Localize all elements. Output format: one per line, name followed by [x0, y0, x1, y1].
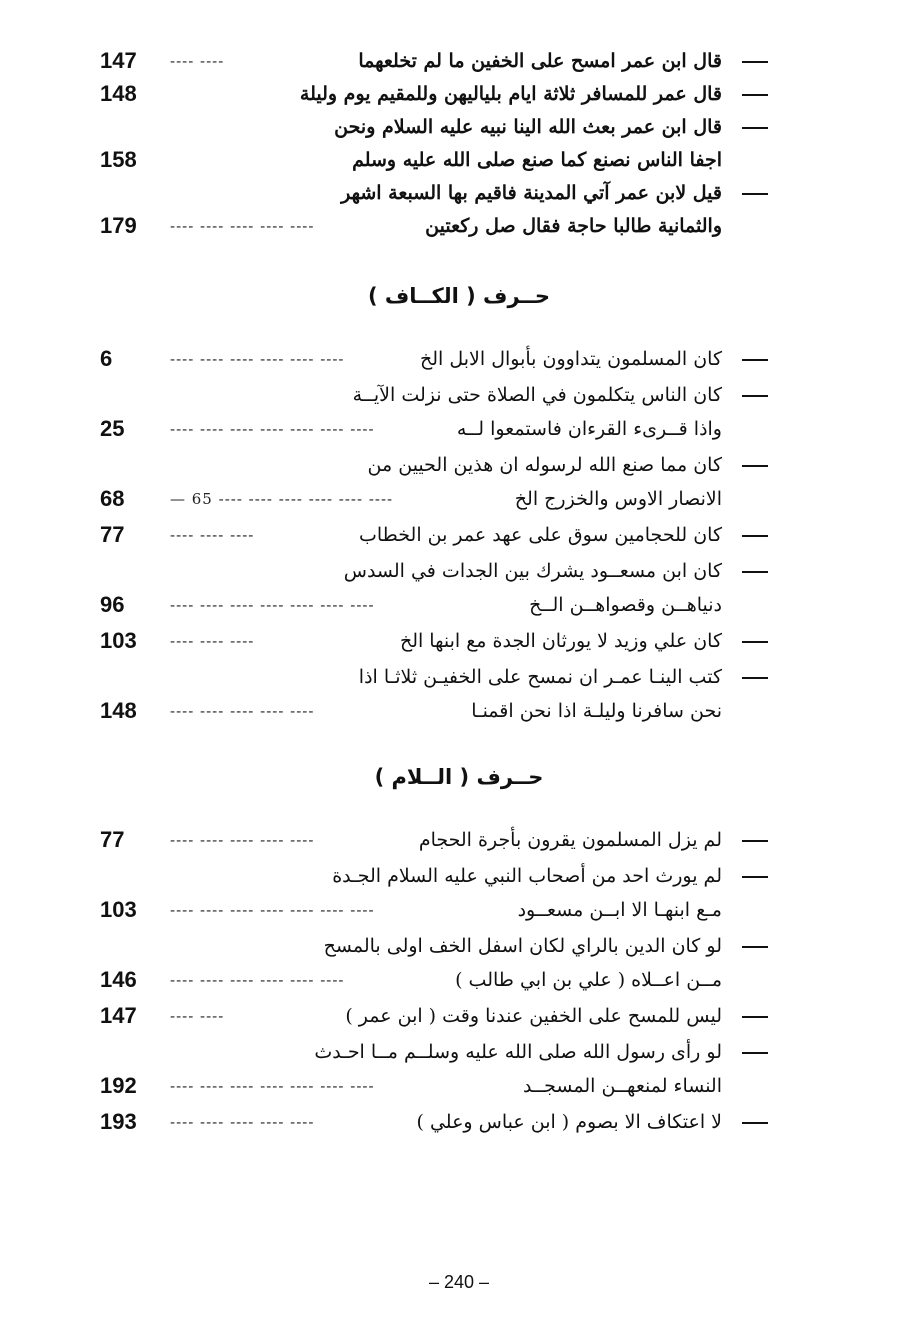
section-heading-lam: حــرف ( الــلام ) — [374, 765, 544, 789]
entry-text: كان المسلمون يتداوون بأبوال الابل الخ — [420, 348, 722, 370]
entry-text: النساء لمنعهــن المسجــد — [523, 1075, 722, 1097]
index-entry — [100, 624, 780, 658]
entry-text: لو كان الدين بالراي لكان اسفل الخف اولى بالمسح — [323, 935, 722, 957]
leader-dots: ---- ---- — [170, 1007, 225, 1025]
entry-line — [100, 176, 780, 209]
index-entry — [100, 660, 780, 728]
entry-text: قال ابن عمر امسح على الخفين ما لم تخلعهما — [358, 50, 722, 72]
entry-text: كان للحجامين سوق على عهد عمر بن الخطاب — [359, 524, 722, 546]
entry-text: اجفا الناس نصنع كما صنع صلى الله عليه وسلم — [352, 149, 722, 171]
entry-line — [100, 110, 780, 143]
entry-line — [100, 554, 780, 588]
leader-dots: ---- ---- ---- ---- ---- ---- ---- — [170, 901, 375, 919]
entry-text: كتب الينـا عمـر ان نمسح على الخفيـن ثلاثـا اذا — [358, 666, 722, 688]
index-entry — [100, 448, 780, 516]
entry-dash-marker — [742, 876, 768, 878]
index-entry — [100, 342, 780, 376]
entry-dash-marker — [742, 127, 768, 129]
leader-dots: ---- ---- — [170, 52, 225, 70]
page-reference: 77 — [100, 522, 125, 547]
leader-dots: — 65 ---- ---- ---- ---- ---- ---- — [170, 490, 394, 508]
section-heading-kaf: حــرف ( الكــاف ) — [367, 284, 550, 308]
index-entry — [100, 44, 780, 77]
entry-text: قال ابن عمر بعث الله الينا نبيه عليه السلام ونحن — [334, 116, 722, 138]
entry-line — [100, 859, 780, 893]
entry-line — [100, 342, 780, 376]
entry-line — [100, 624, 780, 658]
entry-line — [100, 448, 780, 482]
index-entry — [100, 554, 780, 622]
entry-dash-marker — [742, 1016, 768, 1018]
entry-dash-marker — [742, 193, 768, 195]
leader-dots: ---- ---- ---- ---- ---- ---- ---- — [170, 420, 375, 438]
page-reference: 179 — [100, 213, 137, 238]
entry-text: الانصار الاوس والخزرج الخ — [514, 488, 722, 510]
entry-text: لم يورث احد من أصحاب النبي عليه السلام الجـدة — [332, 865, 722, 887]
page-reference: 192 — [100, 1073, 137, 1098]
index-entry — [100, 1035, 780, 1103]
entry-line — [100, 209, 780, 242]
index-entry — [100, 378, 780, 446]
entry-dash-marker — [742, 395, 768, 397]
entry-line — [100, 588, 780, 622]
index-entry — [100, 110, 780, 176]
entry-text: كان علي وزيد لا يورثان الجدة مع ابنها الخ — [399, 630, 722, 652]
page-reference: 6 — [100, 346, 113, 371]
entry-line — [100, 1105, 780, 1139]
entry-line — [100, 44, 780, 77]
entry-text: دنياهــن وقصواهــن الــخ — [529, 594, 722, 616]
leader-dots: ---- ---- ---- ---- ---- ---- — [170, 350, 345, 368]
entry-text: واذا قــرىء القرءان فاستمعوا لــه — [456, 418, 722, 440]
entry-line — [100, 963, 780, 997]
entry-dash-marker — [742, 677, 768, 679]
index-entry — [100, 176, 780, 242]
entry-dash-marker — [742, 535, 768, 537]
index-entry — [100, 999, 780, 1033]
page-reference: 158 — [100, 147, 137, 172]
page-reference: 77 — [100, 827, 125, 852]
entry-text: مـع ابنهـا الا ابــن مسعــود — [517, 899, 722, 921]
entry-text: ليس للمسح على الخفين عندنا وقت ( ابن عمر ) — [345, 1005, 722, 1027]
entry-text: قال عمر للمسافر ثلاثة ايام بلياليهن وللمقيم يوم وليلة — [299, 83, 722, 105]
entry-line — [100, 660, 780, 694]
index-entry — [100, 859, 780, 927]
entry-dash-marker — [742, 94, 768, 96]
entry-line — [100, 518, 780, 552]
entry-line — [100, 1035, 780, 1069]
page-reference: 193 — [100, 1109, 137, 1134]
entry-dash-marker — [742, 571, 768, 573]
entry-text: لو رأى رسول الله صلى الله عليه وسلــم مــا احـدث — [314, 1041, 722, 1063]
page-number: – 240 – — [428, 1272, 490, 1292]
entry-line — [100, 143, 780, 176]
page-reference: 103 — [100, 897, 137, 922]
page-reference: 147 — [100, 1003, 137, 1028]
entry-dash-marker — [742, 1052, 768, 1054]
entry-line — [100, 929, 780, 963]
page-reference: 147 — [100, 48, 137, 73]
entry-dash-marker — [742, 840, 768, 842]
entry-dash-marker — [742, 359, 768, 361]
entry-text: مــن اعــلاه ( علي بن ابي طالب ) — [455, 969, 722, 991]
entry-dash-marker — [742, 61, 768, 63]
entry-line — [100, 893, 780, 927]
entry-text: لا اعتكاف الا بصوم ( ابن عباس وعلي ) — [416, 1111, 722, 1133]
entry-text: كان ابن مسعــود يشرك بين الجدات في السدس — [343, 560, 722, 582]
entry-line — [100, 999, 780, 1033]
leader-dots: ---- ---- ---- ---- ---- — [170, 831, 315, 849]
page-reference: 96 — [100, 592, 125, 617]
index-entry — [100, 77, 780, 110]
entry-text: كان مما صنع الله لرسوله ان هذين الحيين من — [367, 454, 722, 476]
index-entry — [100, 518, 780, 552]
leader-dots: ---- ---- ---- ---- ---- — [170, 1113, 315, 1131]
entry-line — [100, 378, 780, 412]
entry-text: والثمانية طالبا حاجة فقال صل ركعتين — [425, 215, 722, 237]
leader-dots: ---- ---- ---- ---- ---- — [170, 217, 315, 235]
leader-dots: ---- ---- ---- ---- ---- ---- — [170, 971, 345, 989]
entry-line — [100, 77, 780, 110]
leader-dots: ---- ---- ---- — [170, 632, 255, 650]
page-reference: 103 — [100, 628, 137, 653]
leader-dots: ---- ---- ---- ---- ---- — [170, 702, 315, 720]
entry-line — [100, 1069, 780, 1103]
index-entry — [100, 823, 780, 857]
leader-dots: ---- ---- ---- ---- ---- ---- ---- — [170, 1077, 375, 1095]
index-entry — [100, 1105, 780, 1139]
page-reference: 148 — [100, 81, 137, 106]
page-reference: 146 — [100, 967, 137, 992]
entry-line — [100, 694, 780, 728]
leader-dots: ---- ---- ---- — [170, 526, 255, 544]
entry-line — [100, 412, 780, 446]
leader-dots: ---- ---- ---- ---- ---- ---- ---- — [170, 596, 375, 614]
entry-dash-marker — [742, 946, 768, 948]
entry-text: لم يزل المسلمون يقرون بأجرة الحجام — [418, 829, 722, 851]
entry-text: كان الناس يتكلمون في الصلاة حتى نزلت الآيــة — [352, 384, 722, 406]
page-reference: 25 — [100, 416, 125, 441]
page-reference: 68 — [100, 486, 125, 511]
index-entry — [100, 929, 780, 997]
entry-dash-marker — [742, 1122, 768, 1124]
entry-dash-marker — [742, 641, 768, 643]
entry-line — [100, 823, 780, 857]
entry-line — [100, 482, 780, 516]
page-reference: 148 — [100, 698, 137, 723]
entry-dash-marker — [742, 465, 768, 467]
entry-text: قيل لابن عمر آتي المدينة فاقيم بها السبعة اشهر — [341, 182, 722, 204]
entry-text: نحن سافرنا وليلـة اذا نحن اقمنـا — [471, 700, 722, 722]
